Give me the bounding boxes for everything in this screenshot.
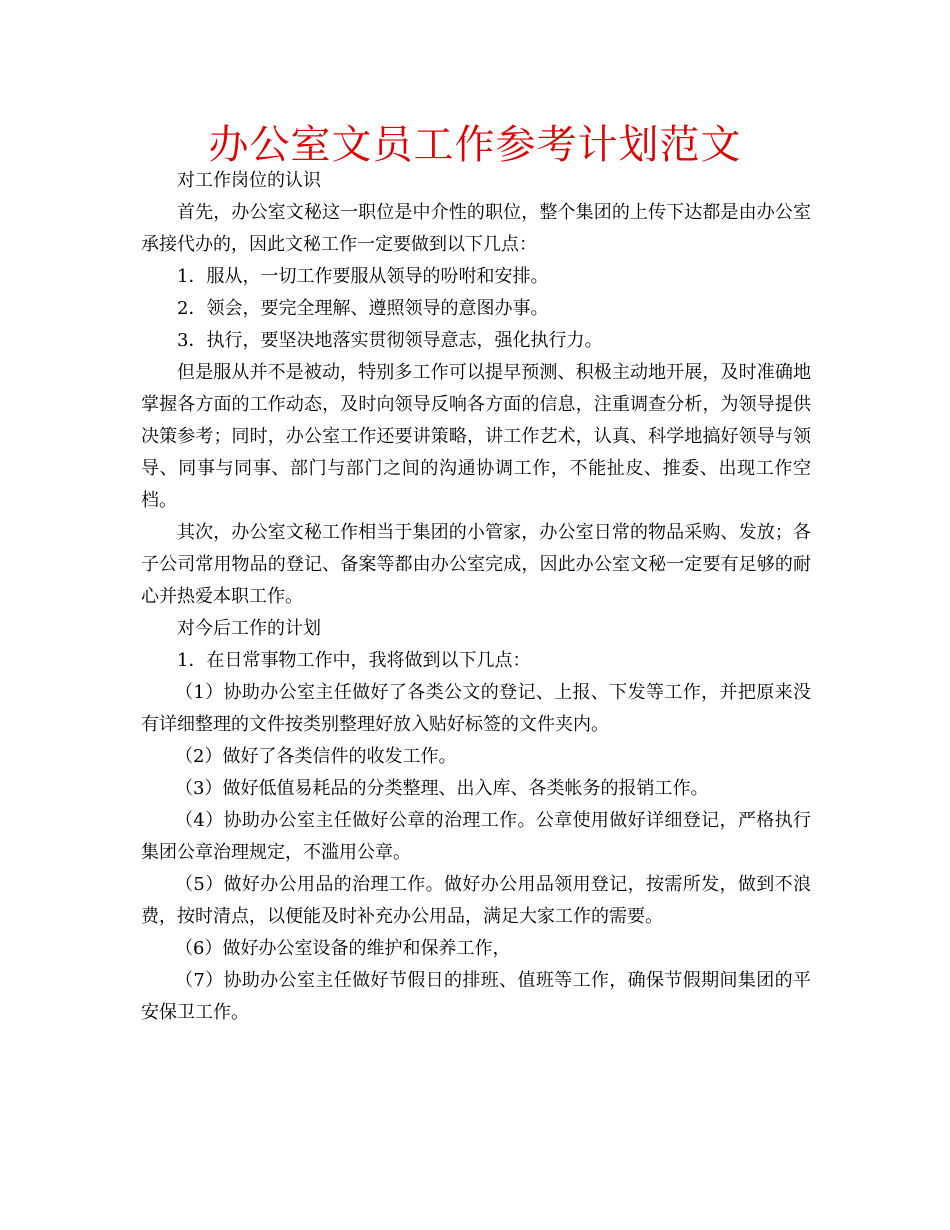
sub-list-item: （7）协助办公室主任做好节假日的排班、值班等工作，确保节假期间集团的平安保卫工作。: [141, 970, 811, 1023]
sub-list-item: （4）协助办公室主任做好公章的治理工作。公章使用做好详细登记，严格执行集团公章治理规定，不滥用公章。: [141, 810, 811, 863]
sub-list-item: （6）做好办公室设备的维护和保养工作，: [175, 938, 511, 959]
paragraph: 其次，办公室文秘工作相当于集团的小管家，办公室日常的物品采购、发放；各子公司常用物品的登记、备案等都由办公室完成，因此办公室文秘一定要有足够的耐心并热爱本职工作。: [141, 522, 811, 607]
document-title: 办公室文员工作参考计划范文: [208, 122, 742, 168]
document-body: [141, 165, 811, 1029]
sub-list-item: （2）做好了各类信件的收发工作。: [175, 746, 457, 767]
list-item: 3．执行，要坚决地落实贯彻领导意志，强化执行力。: [177, 330, 603, 351]
sub-list-item: （1）协助办公室主任做好了各类公文的登记、上报、下发等工作，并把原来没有详细整理的文件按类别整理好放入贴好标签的文件夹内。: [141, 682, 811, 735]
sub-list-item: （3）做好低值易耗品的分类整理、出入库、各类帐务的报销工作。: [175, 778, 709, 799]
list-item: 1．服从，一切工作要服从领导的吩咐和安排。: [177, 266, 549, 287]
list-item: 2．领会，要完全理解、遵照领导的意图办事。: [177, 298, 549, 319]
list-item: 1．在日常事物工作中，我将做到以下几点：: [177, 650, 531, 671]
paragraph: 首先，办公室文秘这一职位是中介性的职位，整个集团的上传下达都是由办公室承接代办的，因此文秘工作一定要做到以下几点：: [141, 202, 811, 255]
section-heading-job-understanding: 对工作岗位的认识: [177, 170, 321, 191]
sub-list-item: （5）做好办公用品的治理工作。做好办公用品领用登记，按需所发，做到不浪费，按时清点，以便能及时补充办公用品，满足大家工作的需要。: [141, 874, 811, 927]
paragraph: 但是服从并不是被动，特别多工作可以提早预测、积极主动地开展，及时准确地掌握各方面的工作动态，及时向领导反响各方面的信息，注重调查分析，为领导提供决策参考；同时，办公室工作还要讲策略，讲工作艺术，认真、科学地搞好领导与领导、同事与同事、部门与部门之间的沟通协调工作，不能扯皮、推委、出现工作空档。: [141, 362, 811, 511]
section-heading-future-plan: 对今后工作的计划: [177, 618, 321, 639]
